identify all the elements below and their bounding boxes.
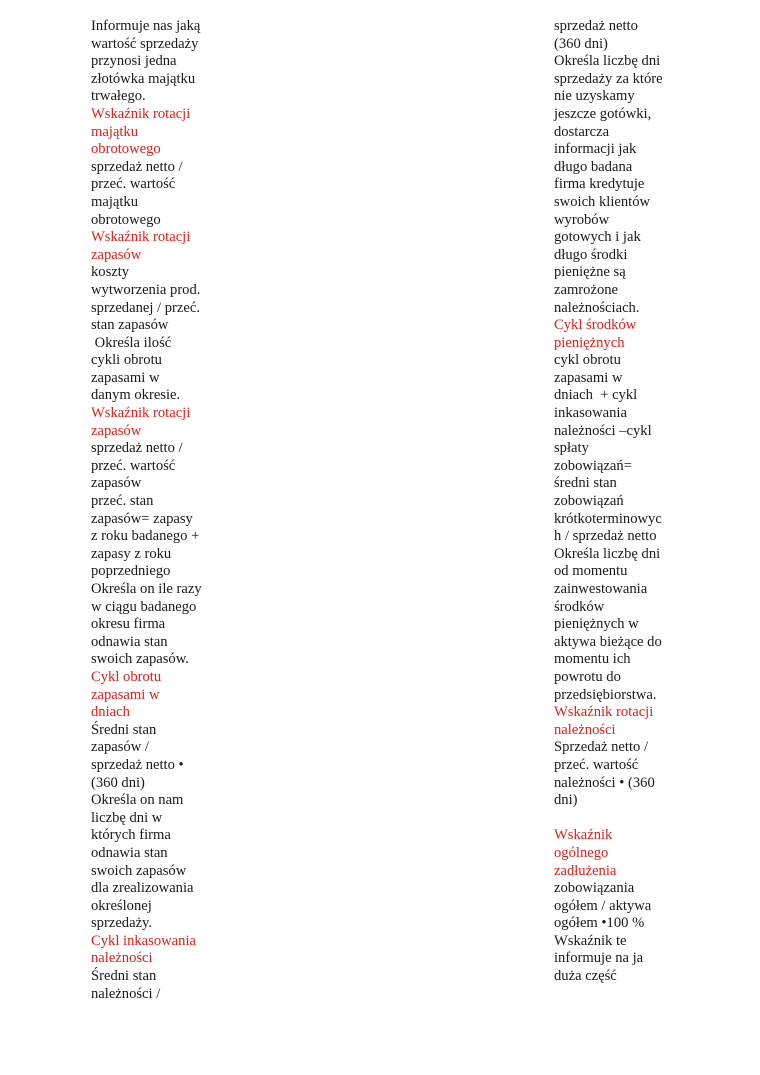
text-line: momentu ich: [554, 651, 631, 668]
text-line: od momentu: [554, 563, 628, 580]
text-line: zobowiązań: [554, 493, 624, 510]
text-line: długo badana: [554, 158, 633, 175]
text-line: zapasów /: [91, 739, 149, 756]
text-line: dni): [554, 792, 578, 809]
text-line: Informuje nas jaką: [91, 18, 201, 34]
text-line: zapasy z roku: [91, 545, 172, 562]
text-line: wytworzenia prod.: [91, 281, 201, 298]
section-heading-line: należności: [91, 950, 153, 967]
text-line: należności –cykl: [554, 422, 652, 439]
text-line: średni stan: [554, 475, 617, 492]
text-line: pieniężnych w: [554, 616, 639, 633]
text-line: Określa ilość: [91, 334, 172, 351]
text-line: Wskaźnik te: [554, 932, 627, 949]
text-line: [554, 810, 704, 828]
text-line: jeszcze gotówki,: [554, 105, 652, 122]
section-heading-line: majątku: [91, 123, 139, 140]
text-line: (360 dni): [554, 35, 608, 52]
text-line: spłaty: [554, 440, 589, 457]
text-line: zobowiązania: [554, 880, 635, 897]
section-heading-line: Cykl środków: [554, 317, 637, 334]
section-heading-line: pieniężnych: [554, 334, 625, 351]
text-line: Określa liczbę dni: [554, 53, 661, 70]
text-line: swoich zapasów.: [91, 651, 189, 668]
text-line: zapasami w: [554, 369, 623, 386]
section-heading-line: dniach: [91, 704, 130, 721]
text-line: sprzedaż netto: [554, 18, 638, 34]
text-line: Średni stan: [91, 968, 157, 985]
text-line: poprzedniego: [91, 563, 171, 580]
section-heading-line: zapasów: [91, 246, 142, 263]
left-text-column: [91, 18, 241, 1003]
text-line: długo środki: [554, 246, 628, 263]
text-line: Średni stan: [91, 721, 157, 738]
section-heading-line: Wskaźnik: [554, 827, 613, 844]
text-line: dniach + cykl: [554, 387, 638, 404]
text-line: przedsiębiorstwa.: [554, 686, 657, 703]
text-line: ogółem / aktywa: [554, 897, 652, 914]
text-line: określonej: [91, 897, 152, 914]
text-line: danym okresie.: [91, 387, 181, 404]
text-line: zapasów: [91, 475, 142, 492]
text-line: odnawia stan: [91, 844, 168, 861]
text-line: środków: [554, 598, 605, 615]
section-heading-line: ogólnego: [554, 844, 609, 861]
text-line: należności /: [91, 985, 161, 1002]
text-line: ogółem •100 %: [554, 915, 645, 932]
text-line: dostarcza: [554, 123, 610, 140]
text-line: Określa on ile razy: [91, 581, 202, 597]
text-line: zapasami w: [91, 369, 160, 386]
text-line: majątku: [91, 193, 139, 210]
text-line: których firma: [91, 827, 171, 844]
text-line: liczbę dni w: [91, 809, 163, 826]
text-line: sprzedaży za które: [554, 70, 663, 87]
text-line: okresu firma: [91, 616, 166, 633]
section-heading-line: Cykl obrotu: [91, 668, 162, 685]
text-line: duża część: [554, 968, 617, 985]
text-line: swoich klientów: [554, 193, 651, 210]
section-heading-line: Wskaźnik rotacji: [554, 704, 654, 721]
text-line: koszty: [91, 264, 130, 281]
text-line: firma kredytuje: [554, 176, 645, 193]
text-line: informuje na ja: [554, 950, 644, 967]
text-line: przeć. stan: [91, 493, 154, 510]
text-line: powrotu do: [554, 668, 621, 685]
text-line: sprzedaż netto /: [91, 158, 183, 175]
text-line: obrotowego: [91, 211, 161, 228]
text-line: przeć. wartość: [91, 457, 176, 474]
text-line: przynosi jedna: [91, 53, 177, 70]
text-line: z roku badanego +: [91, 528, 200, 545]
section-heading-line: Cykl inkasowania: [91, 932, 196, 949]
text-line: zamrożone: [554, 281, 619, 298]
text-line: Sprzedaż netto /: [554, 739, 649, 756]
text-line: Określa on nam: [91, 792, 184, 809]
text-line: aktywa bieżące do: [554, 633, 662, 650]
text-line: trwałego.: [91, 88, 146, 105]
text-line: nie uzyskamy: [554, 88, 635, 105]
text-line: wyrobów: [554, 211, 610, 228]
text-line: (360 dni): [91, 774, 145, 791]
text-line: w ciągu badanego: [91, 598, 197, 615]
text-line: sprzedanej / przeć.: [91, 299, 200, 316]
text-line: dla zrealizowania: [91, 880, 194, 897]
text-line: gotowych i jak: [554, 229, 641, 246]
text-line: należnościach.: [554, 299, 640, 316]
text-line: sprzedaż netto /: [91, 440, 183, 457]
text-line: pieniężne są: [554, 264, 626, 281]
text-line: inkasowania: [554, 405, 627, 422]
section-heading-line: zapasami w: [91, 686, 160, 703]
text-line: zapasów= zapasy: [91, 510, 193, 527]
text-line: cykli obrotu: [91, 352, 162, 369]
section-heading-line: Wskaźnik rotacji: [91, 229, 191, 246]
text-line: złotówka majątku: [91, 70, 196, 87]
section-heading-line: należności: [554, 721, 616, 738]
text-line: zainwestowania: [554, 581, 648, 597]
section-heading-line: zapasów: [91, 422, 142, 439]
text-line: odnawia stan: [91, 633, 168, 650]
section-heading-line: Wskaźnik rotacji: [91, 105, 191, 122]
section-heading-line: Wskaźnik rotacji: [91, 405, 191, 422]
text-line: Określa liczbę dni: [554, 545, 661, 562]
text-line: cykl obrotu: [554, 352, 621, 369]
text-line: sprzedaży.: [91, 915, 153, 932]
text-line: przeć. wartość: [554, 756, 639, 773]
text-line: zobowiązań=: [554, 457, 632, 474]
text-line: sprzedaż netto •: [91, 756, 184, 773]
text-line: krótkoterminowyc: [554, 510, 662, 527]
text-line: należności • (360: [554, 774, 655, 791]
text-line: swoich zapasów: [91, 862, 187, 879]
text-line: informacji jak: [554, 141, 637, 158]
section-heading-line: zadłużenia: [554, 862, 617, 879]
text-line: przeć. wartość: [91, 176, 176, 193]
text-line: stan zapasów: [91, 317, 169, 334]
text-line: wartość sprzedaży: [91, 35, 199, 52]
text-line: h / sprzedaż netto: [554, 528, 657, 545]
section-heading-line: obrotowego: [91, 141, 161, 158]
right-text-column: [554, 18, 704, 986]
